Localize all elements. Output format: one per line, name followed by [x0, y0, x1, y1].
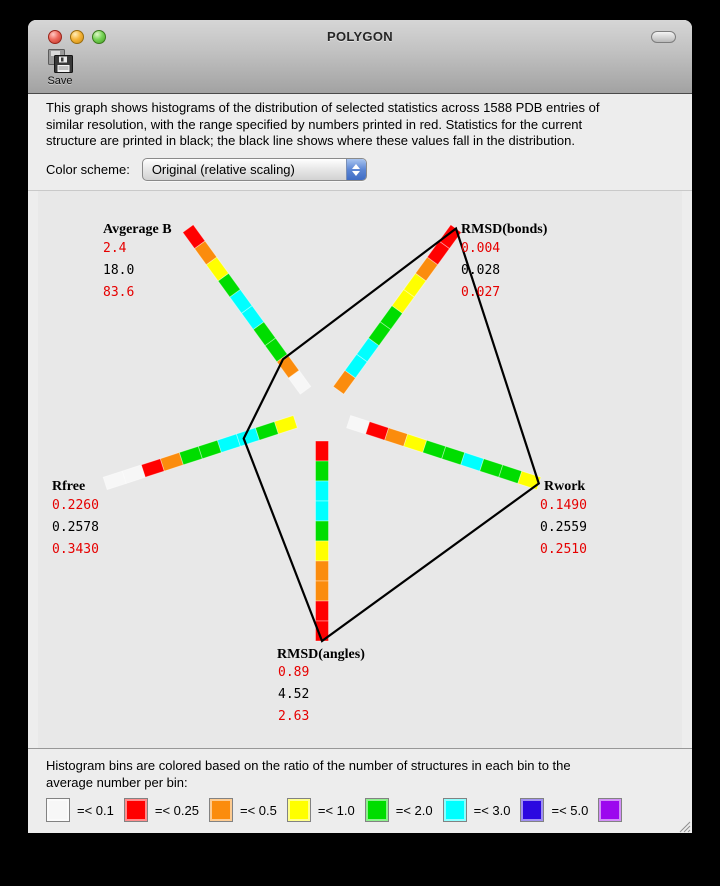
histogram-bin: [316, 481, 329, 501]
legend-panel: [28, 748, 692, 833]
axis-max-rwork: 0.2510: [540, 542, 587, 557]
axis-histogram-rmsd-bonds: [333, 225, 461, 394]
histogram-bin: [316, 521, 329, 541]
legend-swatch-orange: [209, 798, 233, 822]
axis-label-rmsd-bonds: RMSD(bonds): [461, 222, 548, 237]
axis-histogram-rmsd-angles: [316, 441, 329, 641]
legend-bin-blue: [520, 798, 588, 822]
legend-bin-label: =< 0.1: [77, 802, 114, 818]
axis-label-rwork: Rwork: [544, 479, 586, 494]
axis-label-avgerage-b: Avgerage B: [103, 222, 172, 237]
polygon-plot-panel: [38, 191, 682, 748]
histogram-bin: [316, 581, 329, 601]
axis-min-rmsd-bonds: 0.004: [461, 241, 501, 256]
titlebar: [28, 20, 692, 94]
legend-bin-label: =< 0.5: [239, 802, 277, 818]
legend-bin-yellow: [287, 798, 355, 822]
description-line: structure are printed in black; the black line shows where these values fall in the distribution.: [46, 133, 575, 148]
axis-max-rmsd-angles: 2.63: [278, 709, 310, 724]
legend-swatch-cyan: [443, 798, 467, 822]
legend-bin-green: [365, 798, 433, 822]
axis-label-rmsd-angles: RMSD(angles): [277, 647, 365, 662]
axis-current-rwork: 0.2559: [540, 520, 587, 535]
axis-current-rmsd-angles: 4.52: [278, 687, 310, 702]
legend-bin-white: [46, 798, 114, 822]
histogram-bin: [316, 441, 329, 461]
legend-swatch-red: [124, 798, 148, 822]
color-scheme-select[interactable]: [142, 158, 367, 181]
histogram-bin: [103, 471, 126, 490]
histogram-bin: [316, 461, 329, 481]
legend-bin-label: =< 1.0: [317, 802, 355, 818]
color-scheme-selected-value: Original (relative scaling): [151, 162, 295, 177]
legend-bin-purple: [598, 798, 629, 822]
axis-max-rmsd-bonds: 0.027: [461, 285, 501, 300]
save-button-label: Save: [47, 75, 73, 87]
legend-bin-label: =< 0.25: [154, 802, 199, 818]
axis-histogram-rfree: [103, 415, 297, 489]
axis-max-rfree: 0.3430: [52, 542, 99, 557]
legend-swatch-purple: [598, 798, 622, 822]
legend-bin-cyan: [443, 798, 511, 822]
legend-bin-label: =< 5.0: [551, 802, 589, 818]
window-title: POLYGON: [327, 29, 393, 44]
histogram-bin: [316, 541, 329, 561]
axis-min-rfree: 0.2260: [52, 498, 99, 513]
axis-max-avgerage-b: 83.6: [103, 285, 135, 300]
polygon-window: [28, 20, 692, 833]
color-scheme-label: Color scheme:: [46, 162, 130, 177]
legend-line: Histogram bins are colored based on the ratio of the number of structures in each bin to the: [46, 758, 571, 773]
legend-line: average number per bin:: [46, 774, 188, 790]
axis-min-avgerage-b: 2.4: [103, 241, 127, 256]
axis-current-rmsd-bonds: 0.028: [461, 263, 501, 278]
histogram-bin: [316, 501, 329, 521]
popup-arrows-icon: [346, 159, 366, 180]
axis-label-rfree: Rfree: [52, 479, 86, 494]
toolbar-toggle-button[interactable]: [651, 31, 676, 43]
axis-histogram-avgerage-b: [183, 225, 311, 394]
axis-histogram-rwork: [347, 415, 541, 489]
legend-bin-label: =< 2.0: [395, 802, 433, 818]
polygon-chart: [38, 191, 682, 748]
legend-swatch-green: [365, 798, 389, 822]
legend-bin-row: [46, 798, 639, 822]
histogram-bin: [316, 561, 329, 581]
legend-swatch-white: [46, 798, 70, 822]
save-button[interactable]: [42, 49, 78, 91]
legend-bin-red: [124, 798, 199, 822]
description-line: similar resolution, with the range specified by numbers printed in red. Statistics for the current: [46, 116, 583, 132]
axis-current-rfree: 0.2578: [52, 520, 99, 535]
resize-grip[interactable]: [677, 819, 691, 833]
legend-bin-label: =< 3.0: [473, 802, 511, 818]
legend-bin-orange: [209, 798, 277, 822]
axis-min-rwork: 0.1490: [540, 498, 587, 513]
histogram-bin: [316, 601, 329, 621]
axis-current-avgerage-b: 18.0: [103, 263, 135, 278]
legend-swatch-blue: [520, 798, 544, 822]
description-line: This graph shows histograms of the distribution of selected statistics across 1588 PDB entries of: [46, 100, 600, 115]
description-panel: [28, 94, 692, 191]
save-icon: [47, 49, 74, 74]
axis-min-rmsd-angles: 0.89: [278, 665, 310, 680]
legend-swatch-yellow: [287, 798, 311, 822]
